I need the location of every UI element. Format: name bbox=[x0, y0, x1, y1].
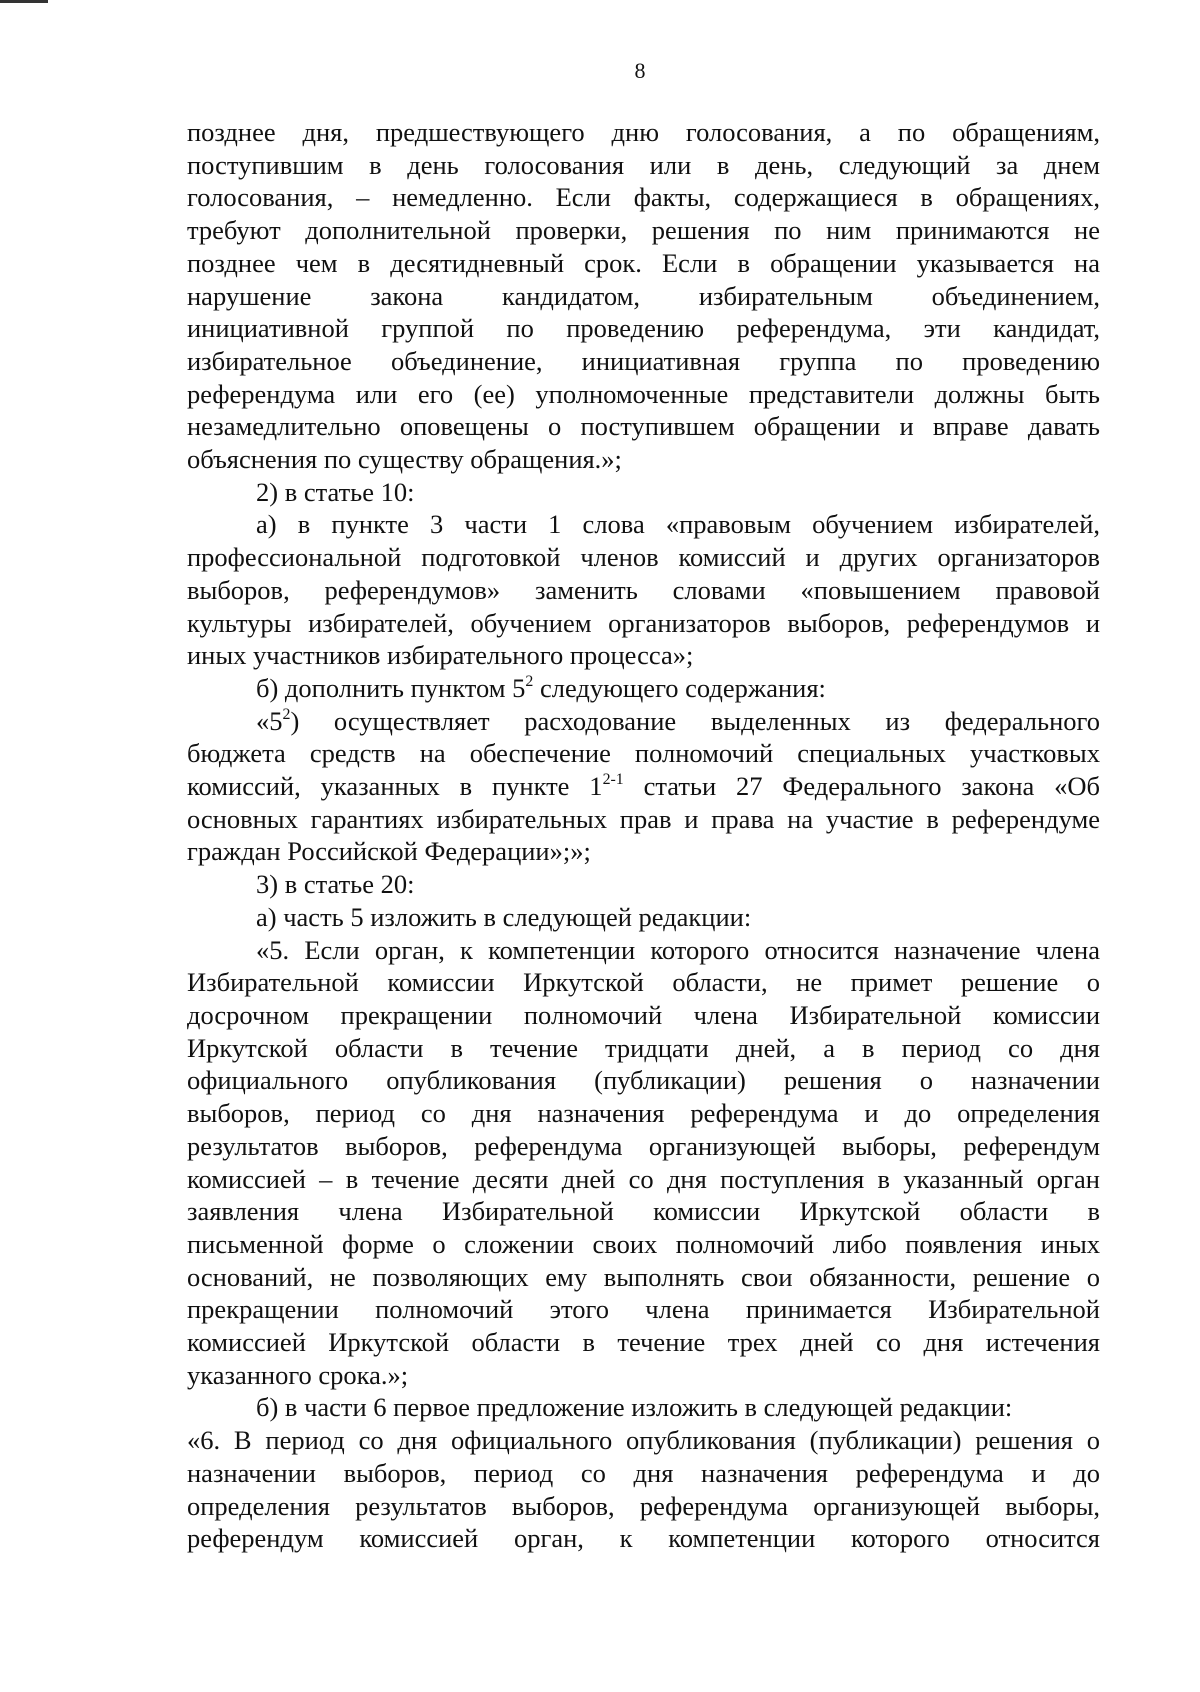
text-line: профессиональной подготовкой членов комиссий и других организаторов bbox=[187, 542, 1100, 573]
text-line: назначении выборов, период со дня назначения референдума и до bbox=[187, 1457, 1100, 1488]
text-line bbox=[187, 672, 1100, 705]
text-line: а) часть 5 изложить в следующей редакции: bbox=[256, 901, 752, 932]
text-line: нарушение закона кандидатом, избирательным объединением, bbox=[187, 280, 1100, 311]
paragraph-article-10-item-a bbox=[187, 508, 1100, 672]
text-line: незамедлительно оповещены о поступившем обращении и вправе давать bbox=[187, 411, 1100, 442]
text-line: культуры избирателей, обучением организаторов выборов, референдумов и bbox=[187, 607, 1100, 638]
text-line: комиссией Иркутской области в течение трех дней со дня истечения bbox=[187, 1327, 1100, 1358]
text-line: результатов выборов, референдума организующей выборы, референдум bbox=[187, 1130, 1100, 1161]
superscript: 2 bbox=[282, 705, 291, 723]
text-line: досрочном прекращении полномочий члена Избирательной комиссии bbox=[187, 999, 1100, 1030]
superscript: 2-1 bbox=[602, 770, 624, 788]
text-line: Иркутской области в течение тридцати дней, а в период со дня bbox=[187, 1032, 1100, 1063]
text-line: официального опубликования (публикации) решения о назначении bbox=[187, 1065, 1100, 1096]
text-line: голосования, – немедленно. Если факты, содержащиеся в обращениях, bbox=[187, 182, 1100, 213]
text-line: заявления члена Избирательной комиссии Иркутской области в bbox=[187, 1196, 1100, 1227]
paragraph-article-10-item-b bbox=[187, 672, 1100, 705]
text-line: б) в части 6 первое предложение изложить в следующей редакции: bbox=[256, 1392, 1013, 1423]
text-line: объяснения по существу обращения.»; bbox=[187, 444, 622, 475]
text-line: 3) в статье 20: bbox=[256, 869, 415, 900]
text-line: комиссией – в течение десяти дней со дня поступления в указанный орган bbox=[187, 1163, 1100, 1194]
text-run: следующего содержания: bbox=[533, 672, 826, 703]
text-line bbox=[187, 770, 1100, 803]
text-line: позднее чем в десятидневный срок. Если в обращении указывается на bbox=[187, 247, 1100, 278]
text-line: 2) в статье 10: bbox=[256, 476, 415, 507]
text-run: «5 bbox=[256, 705, 283, 736]
paragraph-article-20-item-a bbox=[187, 901, 1100, 934]
text-line: позднее дня, предшествующего дню голосования, а по обращениям, bbox=[187, 117, 1100, 147]
text-line: письменной форме о сложении своих полномочий либо появления иных bbox=[187, 1228, 1100, 1259]
paragraph-article-10-heading bbox=[187, 476, 1100, 509]
text-line: бюджета средств на обеспечение полномочий специальных участковых bbox=[187, 738, 1100, 769]
text-run: ) осуществляет расходование выделенных из федерального bbox=[290, 705, 1100, 736]
text-line: граждан Российской Федерации»;»; bbox=[187, 836, 591, 867]
paragraph-article-20-heading bbox=[187, 868, 1100, 901]
text-line: референдум комиссией орган, к компетенции которого относится bbox=[187, 1523, 1100, 1554]
paragraph-appeals-continued bbox=[187, 116, 1100, 476]
text-line: указанного срока.»; bbox=[187, 1359, 409, 1390]
text-line: основных гарантиях избирательных прав и права на участие в референдуме bbox=[187, 803, 1100, 834]
text-line: поступившим в день голосования или в день, следующий за днем bbox=[187, 149, 1100, 180]
text-line bbox=[187, 705, 1100, 738]
text-line: Избирательной комиссии Иркутской области, не примет решение о bbox=[187, 967, 1100, 998]
paragraph-article-20-item-b bbox=[187, 1391, 1100, 1424]
text-line: «6. В период со дня официального опубликования (публикации) решения о bbox=[187, 1425, 1100, 1456]
page-number: 8 bbox=[634, 58, 646, 83]
text-line: выборов, период со дня назначения референдума и до определения bbox=[187, 1098, 1100, 1129]
text-line: оснований, не позволяющих ему выполнять свои обязанности, решение о bbox=[187, 1261, 1100, 1292]
text-line: «5. Если орган, к компетенции которого относится назначение члена bbox=[256, 934, 1100, 965]
text-run: б) дополнить пунктом 5 bbox=[256, 672, 526, 703]
text-line: определения результатов выборов, референдума организующей выборы, bbox=[187, 1490, 1100, 1521]
paragraph-part-5-text bbox=[187, 934, 1100, 1392]
text-line: выборов, референдумов» заменить словами «повышением правовой bbox=[187, 574, 1100, 605]
paragraph-part-6-text bbox=[187, 1424, 1100, 1555]
scan-corner-mark bbox=[0, 0, 48, 3]
document-body bbox=[187, 116, 1100, 1555]
text-line: прекращении полномочий этого члена принимается Избирательной bbox=[187, 1294, 1100, 1325]
text-run: комиссий, указанных в пункте 1 bbox=[187, 771, 603, 802]
text-line: иных участников избирательного процесса»; bbox=[187, 640, 694, 671]
text-line: избирательное объединение, инициативная группа по проведению bbox=[187, 345, 1100, 376]
text-line: а) в пункте 3 части 1 слова «правовым обучением избирателей, bbox=[256, 509, 1100, 540]
text-line: требуют дополнительной проверки, решения по ним принимаются не bbox=[187, 215, 1100, 246]
superscript: 2 bbox=[525, 672, 534, 690]
text-line: референдума или его (ее) уполномоченные представители должны быть bbox=[187, 378, 1100, 409]
text-line: инициативной группой по проведению референдума, эти кандидат, bbox=[187, 313, 1100, 344]
text-run: статьи 27 Федерального закона «Об bbox=[623, 771, 1100, 802]
paragraph-item-5-2 bbox=[187, 705, 1100, 869]
